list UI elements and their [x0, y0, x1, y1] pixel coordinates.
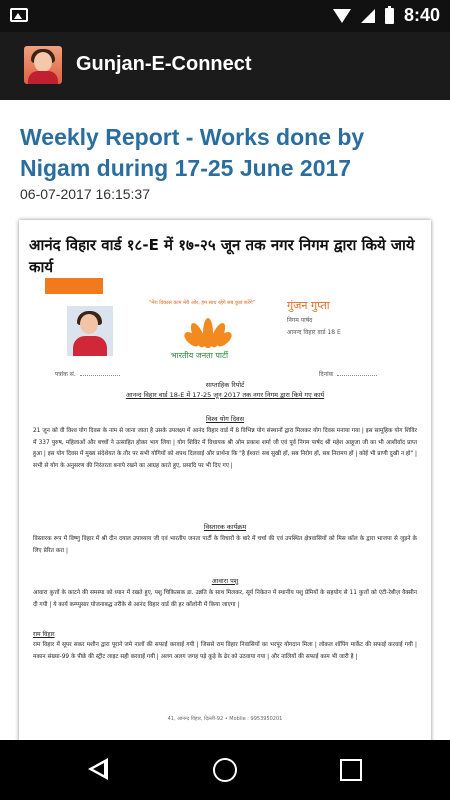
article-content[interactable] — [0, 100, 450, 740]
tagline: "मेरा विकास काम मेरी ओर, हम साथ रहेंगे सब कुछ करेंगे" — [149, 300, 255, 306]
lotus-logo-icon — [187, 312, 229, 348]
section-yoga-text: 21 जून को वी विश्व योग दिवस के नाम से जाना जाता है उसके उपलक्ष्य में आनंद विहार वार्ड में 8 विभिन्न योग संस्थानों द्वारा मिलकर योग दिवस मनाया गया | इस सामूहिक योग शिविर में 337 पुरुष, महिलाओं और बच्चों ने उत्साहित होकर भाग लिया | योग शिविर में विधायक श्री ओम प्रकाश शर्मा जी एवं पूर्व निगम पार्षद श्री महेश आहूजा जी का भी आशीर्वाद प्राप्त हुआ | इस योग दिवस में मुख्य संदेशेयत के तौर पर सभी योगियों को शपथ दिलवाई और प्रार्थना कि "है ईश्वर! सब सुखी हों, सब निरोग हों, सब निरामय हों | कोई भी प्राणी दुखी न हो" | सभी से योग के अनुसरण की निरंतरता बनाये रखने का आग्रह करते हुए, प्रसादि पर भी दिए गए | — [33, 428, 417, 469]
rep-name: गुंजन गुप्ता — [287, 299, 330, 312]
field-ref-label: पत्रांक सं. — [55, 371, 76, 378]
field-ref — [55, 370, 120, 378]
app-bar — [0, 32, 450, 100]
app-title: Gunjan-E-Connect — [76, 53, 252, 75]
section-vistarak-text: विस्तारक रूप में विष्णु विहार में श्री दीन दयाल उपाध्याय जी एवं भारतीय जनता पार्टी के विचारों के बारे में चर्चा की एवं उपस्थित क्षेत्रवासियों को मिस कॉल के द्वारा भाजपा से जुड़ने के लिए प्रेरित करा | — [33, 536, 417, 554]
section-stray-heading: आवारा पशु — [211, 577, 239, 585]
article-date: 06-07-2017 16:15:37 — [20, 186, 150, 202]
section-vistarak-heading: विस्तारक कार्यक्रम — [203, 523, 247, 531]
report-subtitle: आनन्द विहार वार्ड 18-E में 17-25 जून 2017 तक नगर निगम द्वारा किये गए कार्य — [125, 391, 325, 399]
report-document-image[interactable] — [19, 220, 431, 740]
rep-ward: आनन्द विहार वार्ड 18 E — [287, 329, 341, 336]
home-icon[interactable] — [213, 758, 237, 782]
status-bar — [0, 0, 450, 32]
battery-icon — [385, 8, 394, 24]
clock: 8:40 — [403, 5, 440, 25]
section-ramvihar-text: राम विहार में सूपर सकर मशीन द्वारा पूराने जमे नालों की सफाई करवाई गयी | जिससे राम विहार निवासियों का भरपूर योगदान मिला | लोकल शॉपिंग मार्केट की सफाई करवाई गयी | मकान संख्या-99 के पीछे की स्ट्रीट लाइट सही करवाई गयी | अलग अलग जगह पड़े कूड़े के ढेर को उठवाया गया | और नालियों की सफाई काम भी जारी है | — [33, 642, 417, 660]
orange-bar — [45, 278, 103, 294]
section-stray-text: आवारा कुत्तों के काटने की समस्या को ध्यान में रखते हुए, पशु चिकित्सक डा. उन्नति के साथ मिलकर, सूर्य निकेतन में स्थानीय पशु प्रेमियों के सहयोग से 11 कुत्तों को एंटी-रेबीज़ वैक्सीन दी गयी | ये कार्य कम्प्युसार योजनाबद्ध तरीके से आनंद विहार वार्ड की हर कॉलोनी में किया जाएगा | — [33, 590, 417, 608]
signal-icon — [361, 9, 375, 23]
field-date — [319, 370, 377, 378]
back-icon[interactable] — [88, 758, 108, 780]
councillor-photo — [67, 306, 113, 356]
avatar-icon[interactable] — [24, 46, 62, 84]
section-ramvihar-heading: राम विहार — [33, 631, 55, 638]
document-footer: 41, आनन्द विहार, दिल्ली-92 • Mobile : 9953950201 — [167, 716, 283, 722]
article-title: Weekly Report - Works done by Nigam during 17-25 June 2017 — [20, 124, 365, 181]
party-name: भारतीय जनता पार्टी — [171, 351, 229, 360]
wifi-icon — [333, 9, 351, 23]
field-date-label: दिनांक — [319, 371, 334, 378]
report-title: साप्ताहिक रिपोर्ट — [205, 381, 245, 389]
status-icons — [333, 5, 440, 26]
rep-title: निगम पार्षद — [287, 317, 313, 324]
document-headline: आनंद विहार वार्ड १८-E में १७-२५ जून तक नगर निगम द्वारा किये जाये कार्य — [29, 236, 415, 276]
recents-icon[interactable] — [340, 759, 362, 781]
section-yoga-heading: विश्व योग दिवस — [205, 415, 245, 423]
image-icon — [10, 8, 28, 22]
navigation-bar — [0, 740, 450, 800]
